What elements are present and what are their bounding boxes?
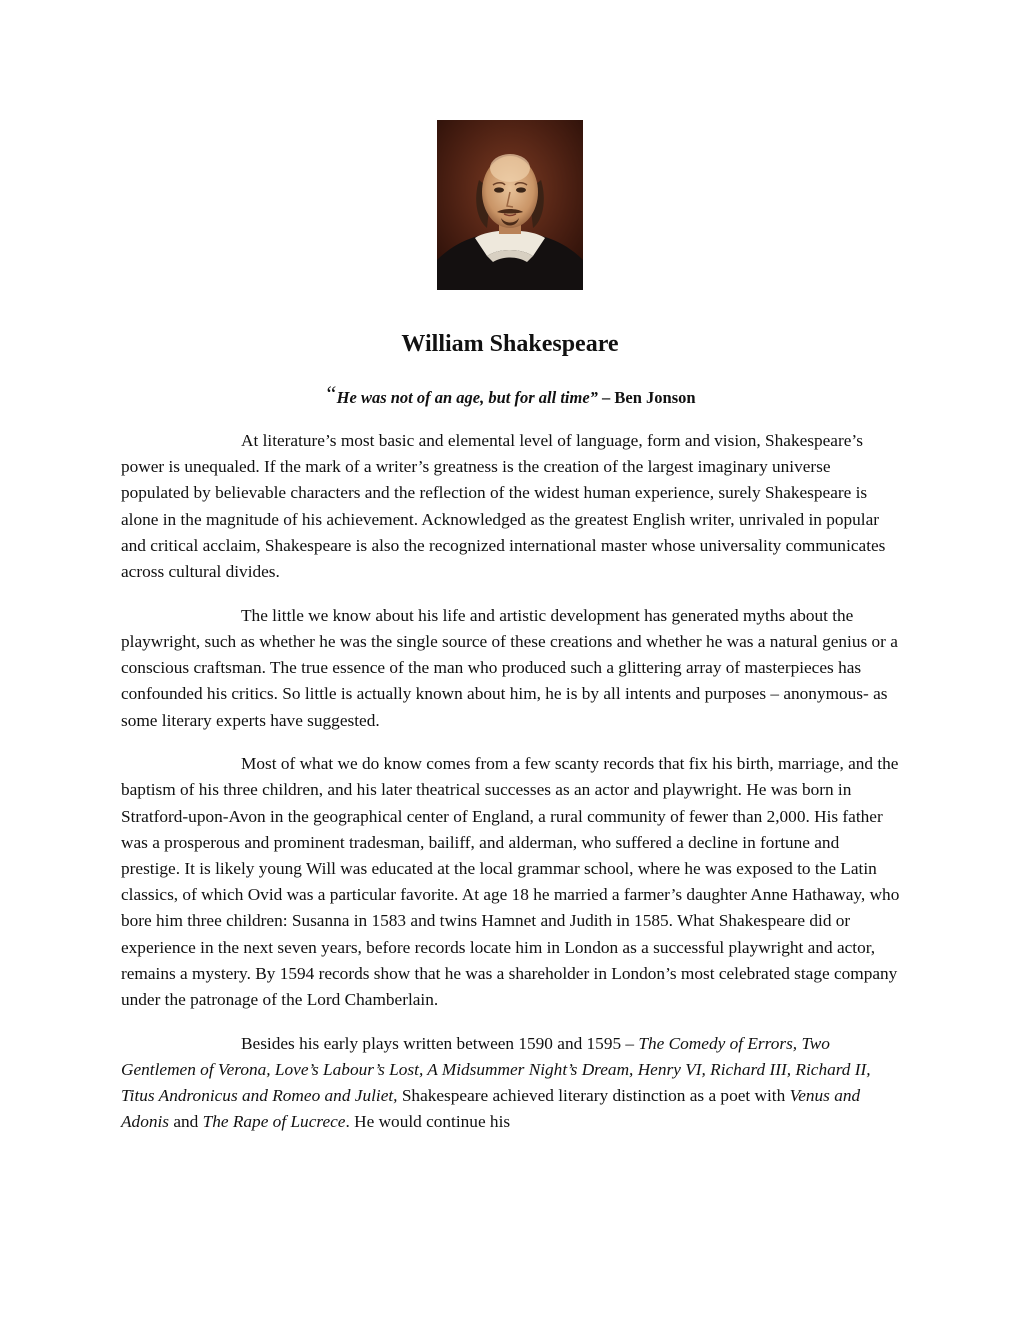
paragraph-4-and: and <box>169 1112 203 1132</box>
paragraph-4-lead: Besides his early plays written between 1590 and 1595 – <box>241 1033 639 1053</box>
document-title: William Shakespeare <box>401 331 619 357</box>
epigraph-quote: He was not of an age, but for all time” <box>336 388 598 407</box>
paragraph-2: The little we know about his life and artistic development has generated myths about the playwright, such as whether he was the single source of these creations and whether he was a natural genius or a conscious craftsman. The true essence of the man who produced such a glittering array of masterpieces has confounded his critics. So little is actually known about him, he is by all intents and purposes – anonymous- as some literary experts have suggested. <box>121 605 898 730</box>
epigraph-attribution: – Ben Jonson <box>597 388 696 407</box>
paragraph-1: At literature’s most basic and elemental level of language, form and vision, Shakespeare’s power is unequaled. If the mark of a writer’s greatness is the creation of the largest imaginary universe populated by believable characters and the reflection of the widest human experience, surely Shakespeare is alone in the magnitude of his achievement. Acknowledged as the greatest English writer, unrivaled in popular and critical acclaim, Shakespeare is also the recognized international master whose universality communicates across cultural divides. <box>121 431 886 582</box>
paragraph-4-mid: Shakespeare achieved literary distinction as a poet with <box>397 1086 790 1106</box>
paragraph-4-tail: . He would continue his <box>345 1112 511 1132</box>
paragraph-4-poem-lucrece: The Rape of Lucrece <box>202 1112 346 1132</box>
portrait-image <box>437 120 583 290</box>
paragraph-4-plays: The Comedy of Errors, Two Gentlemen of Verona, Love’s Labour’s Lost, A Midsummer Night’s Dream, Henry VI, Richard III, Richard II, Titus Andronicus and Romeo and Juliet, <box>121 1033 871 1106</box>
document-body <box>121 428 901 1153</box>
paragraph-3: Most of what we do know comes from a few scanty records that fix his birth, marriage, and the baptism of his three children, and his later theatrical successes as an actor and playwright. He was born in Stratford-upon-Avon in the geographical center of England, a rural community of fewer than 2,000. His father was a prosperous and prominent tradesman, bailiff, and alderman, who suffered a decline in fortune and prestige. It is likely young Will was educated at the local grammar school, where he was exposed to the Latin classics, of which Ovid was a particular favorite. At age 18 he married a farmer’s daughter Anne Hathaway, who bore him three children: Susanna in 1583 and twins Hamnet and Judith in 1585. What Shakespeare did or experience in the next seven years, before records locate him in London as a successful playwright and actor, remains a mystery. By 1594 records show that he was a shareholder in London’s most celebrated stage company under the patronage of the Lord Chamberlain. <box>121 754 900 1010</box>
paragraph-4 <box>121 1031 901 1136</box>
epigraph <box>0 382 1020 410</box>
paragraph-4-poem-venus: Venus and Adonis <box>121 1086 861 1132</box>
portrait-illustration <box>437 120 583 290</box>
epigraph-open-quote: “ <box>324 381 337 406</box>
